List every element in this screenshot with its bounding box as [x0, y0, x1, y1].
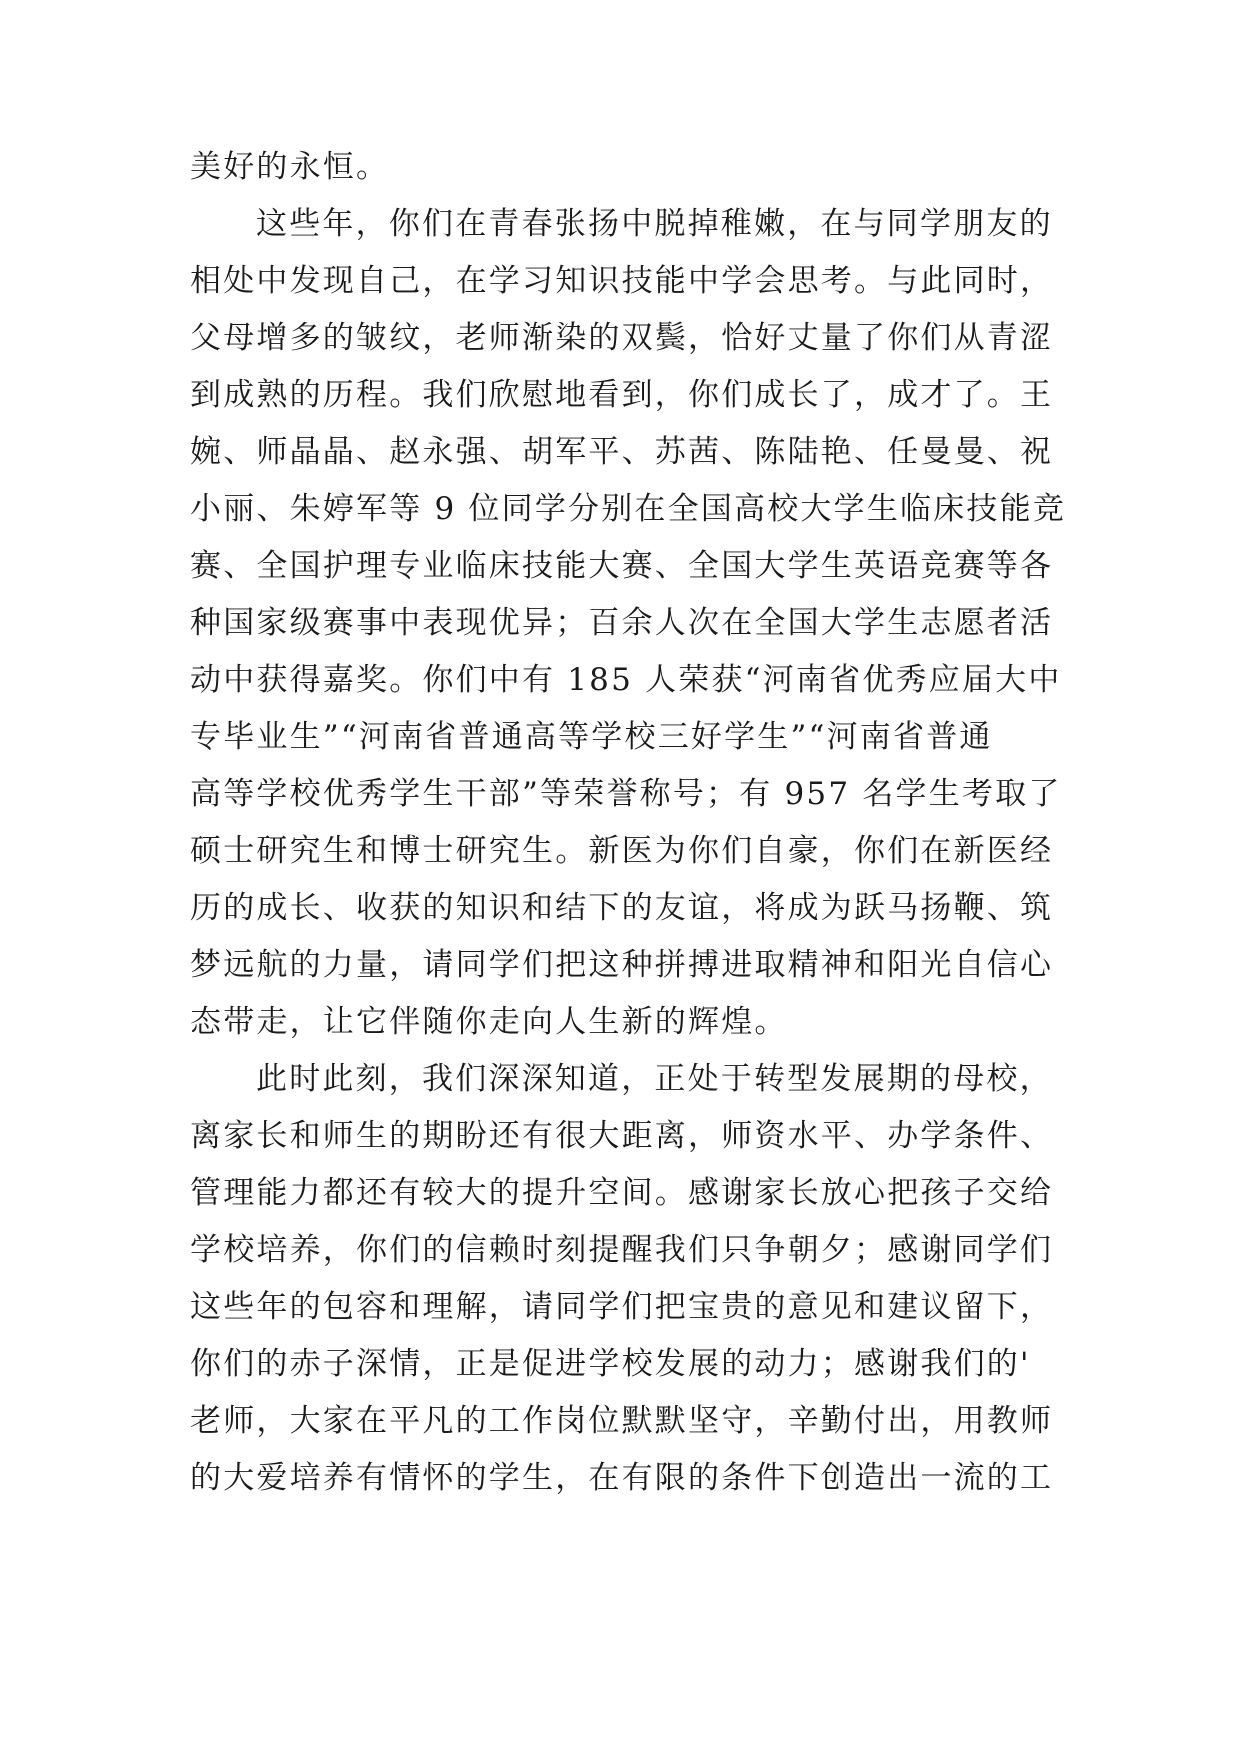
- text-line: 离家长和师生的期盼还有很大距离，师资水平、办学条件、: [190, 1118, 1054, 1154]
- text-line: 的大爱培养有情怀的学生，在有限的条件下创造出一流的工: [190, 1460, 1054, 1496]
- text-line: 你们的赤子深情，正是促进学校发展的动力；感谢我们的': [190, 1346, 1031, 1382]
- text-line: 小丽、朱婷军等 9 位同学分别在全国高校大学生临床技能竞: [190, 491, 1067, 527]
- text-line: 父母增多的皱纹，老师渐染的双鬓，恰好丈量了你们从青涩: [190, 320, 1054, 356]
- text-line: 高等学校优秀学生干部”等荣誉称号；有 957 名学生考取了: [190, 776, 1062, 812]
- text-line: 到成熟的历程。我们欣慰地看到，你们成长了，成才了。王: [190, 377, 1054, 413]
- text-line: 美好的永恒。: [190, 149, 390, 185]
- text-line: 这些年的包容和理解，请同学们把宝贵的意见和建议留下，: [190, 1289, 1054, 1325]
- text-line: 专毕业生”“河南省普通高等学校三好学生”“河南省普通: [190, 719, 993, 755]
- text-line: 相处中发现自己，在学习知识技能中学会思考。与此同时，: [190, 263, 1054, 299]
- text-line: 种国家级赛事中表现优异；百余人次在全国大学生志愿者活: [190, 605, 1054, 641]
- text-line: 学校培养，你们的信赖时刻提醒我们只争朝夕；感谢同学们: [190, 1232, 1054, 1268]
- paragraph-first-line: 这些年，你们在青春张扬中脱掉稚嫩，在与同学朋友的: [256, 206, 1053, 242]
- text-line: 动中获得嘉奖。你们中有 185 人荣获“河南省优秀应届大中: [190, 662, 1062, 698]
- text-line: 婉、师晶晶、赵永强、胡军平、苏茜、陈陆艳、任曼曼、祝: [190, 434, 1054, 470]
- text-line: 管理能力都还有较大的提升空间。感谢家长放心把孩子交给: [190, 1175, 1054, 1211]
- text-line: 硕士研究生和博士研究生。新医为你们自豪，你们在新医经: [190, 833, 1054, 869]
- text-line: 历的成长、收获的知识和结下的友谊，将成为跃马扬鞭、筑: [190, 890, 1054, 926]
- paragraph-first-line: 此时此刻，我们深深知道，正处于转型发展期的母校，: [256, 1061, 1053, 1097]
- text-line: 梦远航的力量，请同学们把这种拼搏进取精神和阳光自信心: [190, 947, 1054, 983]
- text-line: 赛、全国护理专业临床技能大赛、全国大学生英语竞赛等各: [190, 548, 1054, 584]
- text-line: 老师，大家在平凡的工作岗位默默坚守，辛勤付出，用教师: [190, 1403, 1054, 1439]
- text-line: 态带走，让它伴随你走向人生新的辉煌。: [190, 1004, 788, 1040]
